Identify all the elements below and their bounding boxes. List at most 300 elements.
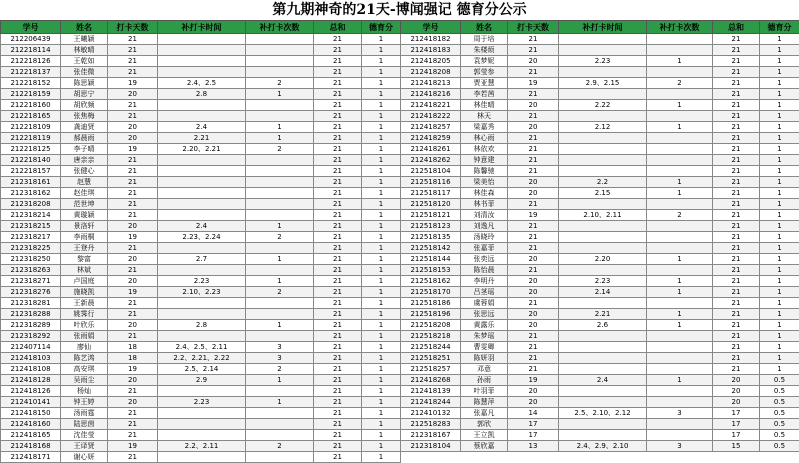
checkin-days-cell[interactable]: 20 — [108, 320, 158, 331]
student-id-cell[interactable]: 212318281 — [1, 298, 61, 309]
moral-score-cell[interactable]: 1 — [760, 210, 799, 221]
makeup-count-cell[interactable] — [647, 331, 713, 342]
moral-score-cell[interactable]: 1 — [362, 276, 401, 287]
moral-score-cell[interactable]: 1 — [760, 364, 799, 375]
checkin-days-cell[interactable]: 20 — [108, 397, 158, 408]
student-id-cell[interactable]: 212318292 — [1, 331, 61, 342]
makeup-dates-cell[interactable] — [559, 155, 647, 166]
checkin-days-cell[interactable]: 21 — [508, 166, 559, 177]
makeup-count-cell[interactable] — [246, 309, 314, 320]
total-cell[interactable]: 21 — [314, 386, 362, 397]
checkin-days-cell[interactable]: 21 — [508, 111, 559, 122]
name-cell[interactable]: 黄露乐 — [461, 320, 508, 331]
checkin-days-cell[interactable]: 21 — [108, 210, 158, 221]
makeup-dates-cell[interactable] — [559, 265, 647, 276]
moral-score-cell[interactable]: 1 — [760, 287, 799, 298]
makeup-dates-cell[interactable]: 2.9、2.15 — [559, 78, 647, 89]
header-makeup-dates[interactable]: 补打卡时间 — [158, 21, 246, 34]
student-id-cell[interactable]: 212418268 — [401, 375, 461, 386]
name-cell[interactable]: 钟意建 — [461, 155, 508, 166]
makeup-dates-cell[interactable] — [559, 111, 647, 122]
makeup-count-cell[interactable] — [246, 199, 314, 210]
name-cell[interactable]: 刘逸凡 — [461, 221, 508, 232]
total-cell[interactable]: 21 — [314, 342, 362, 353]
makeup-count-cell[interactable] — [647, 386, 713, 397]
name-cell[interactable]: 李明丹 — [461, 276, 508, 287]
name-cell[interactable]: 梁嘉秀 — [461, 122, 508, 133]
makeup-dates-cell[interactable]: 2.21 — [158, 133, 246, 144]
moral-score-cell[interactable]: 1 — [362, 452, 401, 463]
checkin-days-cell[interactable]: 21 — [108, 430, 158, 441]
makeup-count-cell[interactable]: 3 — [246, 342, 314, 353]
makeup-count-cell[interactable] — [647, 221, 713, 232]
checkin-days-cell[interactable]: 17 — [508, 430, 559, 441]
total-cell[interactable]: 17 — [713, 430, 760, 441]
name-cell[interactable]: 王曦颖 — [61, 34, 108, 45]
checkin-days-cell[interactable]: 21 — [508, 133, 559, 144]
makeup-dates-cell[interactable]: 2.4 — [158, 122, 246, 133]
total-cell[interactable]: 15 — [713, 441, 760, 452]
makeup-dates-cell[interactable] — [559, 232, 647, 243]
total-cell[interactable]: 21 — [713, 177, 760, 188]
total-cell[interactable]: 21 — [314, 210, 362, 221]
moral-score-cell[interactable]: 1 — [760, 122, 799, 133]
total-cell[interactable]: 21 — [713, 111, 760, 122]
student-id-cell[interactable]: 212518251 — [401, 353, 461, 364]
moral-score-cell[interactable]: 1 — [760, 111, 799, 122]
checkin-days-cell[interactable]: 20 — [508, 320, 559, 331]
makeup-count-cell[interactable] — [246, 419, 314, 430]
total-cell[interactable]: 21 — [314, 144, 362, 155]
moral-score-cell[interactable]: 1 — [362, 254, 401, 265]
moral-score-cell[interactable]: 1 — [760, 232, 799, 243]
checkin-days-cell[interactable]: 20 — [508, 177, 559, 188]
makeup-count-cell[interactable] — [246, 155, 314, 166]
makeup-dates-cell[interactable]: 2.12 — [559, 122, 647, 133]
makeup-count-cell[interactable]: 1 — [647, 287, 713, 298]
moral-score-cell[interactable]: 1 — [362, 56, 401, 67]
total-cell[interactable]: 21 — [713, 89, 760, 100]
makeup-count-cell[interactable]: 3 — [246, 353, 314, 364]
makeup-count-cell[interactable] — [246, 452, 314, 463]
makeup-dates-cell[interactable] — [559, 166, 647, 177]
makeup-dates-cell[interactable] — [158, 199, 246, 210]
checkin-days-cell[interactable]: 21 — [508, 243, 559, 254]
name-cell[interactable]: 陈怡晨 — [461, 265, 508, 276]
student-id-cell[interactable]: 212318288 — [1, 309, 61, 320]
moral-score-cell[interactable]: 1 — [760, 254, 799, 265]
makeup-count-cell[interactable] — [647, 155, 713, 166]
moral-score-cell[interactable]: 0.5 — [760, 386, 799, 397]
checkin-days-cell[interactable]: 18 — [108, 353, 158, 364]
makeup-count-cell[interactable]: 1 — [246, 375, 314, 386]
moral-score-cell[interactable]: 1 — [760, 342, 799, 353]
name-cell[interactable]: 黄璇颖 — [61, 210, 108, 221]
makeup-count-cell[interactable]: 3 — [647, 408, 713, 419]
name-cell[interactable]: 张嘉菲 — [461, 243, 508, 254]
name-cell[interactable]: 王立凯 — [461, 430, 508, 441]
name-cell[interactable]: 刘清汝 — [461, 210, 508, 221]
makeup-count-cell[interactable]: 2 — [246, 364, 314, 375]
makeup-dates-cell[interactable] — [559, 353, 647, 364]
moral-score-cell[interactable]: 1 — [760, 298, 799, 309]
total-cell[interactable]: 21 — [314, 452, 362, 463]
student-id-cell[interactable]: 212418262 — [401, 155, 461, 166]
name-cell[interactable]: 陈思颖 — [61, 78, 108, 89]
makeup-count-cell[interactable] — [246, 111, 314, 122]
total-cell[interactable]: 21 — [713, 353, 760, 364]
checkin-days-cell[interactable]: 21 — [108, 45, 158, 56]
name-cell[interactable]: 林斌 — [61, 265, 108, 276]
makeup-count-cell[interactable]: 1 — [647, 375, 713, 386]
makeup-dates-cell[interactable] — [559, 89, 647, 100]
moral-score-cell[interactable]: 1 — [760, 144, 799, 155]
checkin-days-cell[interactable]: 20 — [108, 89, 158, 100]
makeup-dates-cell[interactable] — [158, 408, 246, 419]
makeup-count-cell[interactable]: 1 — [647, 188, 713, 199]
checkin-days-cell[interactable]: 20 — [508, 397, 559, 408]
makeup-dates-cell[interactable] — [559, 331, 647, 342]
checkin-days-cell[interactable]: 20 — [108, 133, 158, 144]
name-cell[interactable]: 孙雨 — [461, 375, 508, 386]
name-cell[interactable]: 李子晴 — [61, 144, 108, 155]
makeup-count-cell[interactable] — [246, 177, 314, 188]
makeup-count-cell[interactable] — [647, 265, 713, 276]
student-id-cell[interactable]: 212418208 — [401, 67, 461, 78]
makeup-dates-cell[interactable] — [158, 34, 246, 45]
makeup-dates-cell[interactable]: 2.23、2.24 — [158, 232, 246, 243]
total-cell[interactable]: 21 — [314, 45, 362, 56]
name-cell[interactable]: 龚迪贤 — [61, 122, 108, 133]
name-cell[interactable]: 高安琪 — [61, 364, 108, 375]
student-id-cell[interactable]: 212418183 — [401, 45, 461, 56]
makeup-count-cell[interactable]: 1 — [246, 221, 314, 232]
moral-score-cell[interactable]: 1 — [760, 78, 799, 89]
moral-score-cell[interactable]: 1 — [362, 188, 401, 199]
total-cell[interactable]: 21 — [314, 166, 362, 177]
total-cell[interactable]: 21 — [314, 375, 362, 386]
moral-score-cell[interactable]: 1 — [362, 144, 401, 155]
makeup-dates-cell[interactable]: 2.4、2.9、2.10 — [559, 441, 647, 452]
student-id-cell[interactable]: 212318162 — [1, 188, 61, 199]
total-cell[interactable]: 21 — [713, 287, 760, 298]
checkin-days-cell[interactable]: 21 — [508, 45, 559, 56]
makeup-count-cell[interactable]: 1 — [647, 309, 713, 320]
moral-score-cell[interactable]: 1 — [362, 34, 401, 45]
makeup-count-cell[interactable] — [647, 111, 713, 122]
checkin-days-cell[interactable]: 21 — [508, 155, 559, 166]
total-cell[interactable]: 21 — [314, 89, 362, 100]
name-cell[interactable]: 王登丹 — [61, 243, 108, 254]
name-cell[interactable]: 王译贤 — [61, 441, 108, 452]
header-checkin-days[interactable]: 打卡天数 — [508, 21, 559, 34]
name-cell[interactable]: 朱楼烦 — [461, 45, 508, 56]
makeup-dates-cell[interactable] — [158, 155, 246, 166]
name-cell[interactable]: 袁梦妮 — [461, 56, 508, 67]
moral-score-cell[interactable]: 1 — [362, 353, 401, 364]
moral-score-cell[interactable]: 1 — [362, 309, 401, 320]
makeup-count-cell[interactable] — [246, 265, 314, 276]
student-id-cell[interactable]: 212518117 — [401, 188, 461, 199]
checkin-days-cell[interactable]: 21 — [108, 331, 158, 342]
moral-score-cell[interactable]: 0.5 — [760, 441, 799, 452]
makeup-dates-cell[interactable]: 2.4 — [158, 221, 246, 232]
makeup-dates-cell[interactable]: 2.23 — [559, 276, 647, 287]
student-id-cell[interactable]: 212518120 — [401, 199, 461, 210]
name-cell[interactable]: 梁美怡 — [461, 177, 508, 188]
checkin-days-cell[interactable]: 21 — [108, 199, 158, 210]
makeup-dates-cell[interactable] — [158, 386, 246, 397]
total-cell[interactable]: 21 — [314, 78, 362, 89]
moral-score-cell[interactable]: 1 — [362, 210, 401, 221]
makeup-count-cell[interactable] — [246, 210, 314, 221]
total-cell[interactable]: 21 — [314, 100, 362, 111]
name-cell[interactable]: 李雨桐 — [61, 232, 108, 243]
total-cell[interactable]: 21 — [314, 133, 362, 144]
makeup-count-cell[interactable]: 1 — [647, 276, 713, 287]
total-cell[interactable]: 21 — [314, 221, 362, 232]
name-cell[interactable]: 郝晨雨 — [61, 133, 108, 144]
name-cell[interactable]: 王乾如 — [61, 56, 108, 67]
makeup-dates-cell[interactable]: 2.15 — [559, 188, 647, 199]
checkin-days-cell[interactable]: 19 — [508, 78, 559, 89]
name-cell[interactable]: 蔡欣嘉 — [461, 441, 508, 452]
student-id-cell[interactable]: 212418222 — [401, 111, 461, 122]
makeup-count-cell[interactable] — [647, 199, 713, 210]
total-cell[interactable]: 21 — [314, 320, 362, 331]
checkin-days-cell[interactable]: 21 — [508, 221, 559, 232]
total-cell[interactable]: 20 — [713, 386, 760, 397]
makeup-dates-cell[interactable]: 2.2、2.21、2.22 — [158, 353, 246, 364]
makeup-count-cell[interactable]: 2 — [647, 210, 713, 221]
moral-score-cell[interactable]: 1 — [760, 155, 799, 166]
total-cell[interactable]: 21 — [713, 45, 760, 56]
moral-score-cell[interactable]: 1 — [760, 188, 799, 199]
total-cell[interactable]: 21 — [314, 111, 362, 122]
name-cell[interactable]: 林天 — [461, 111, 508, 122]
total-cell[interactable]: 21 — [713, 199, 760, 210]
makeup-dates-cell[interactable]: 2.10、2.11 — [559, 210, 647, 221]
student-id-cell[interactable]: 212518104 — [401, 166, 461, 177]
name-cell[interactable]: 沈佳莹 — [61, 430, 108, 441]
student-id-cell[interactable]: 212318225 — [1, 243, 61, 254]
total-cell[interactable]: 21 — [713, 221, 760, 232]
student-id-cell[interactable]: 212518218 — [401, 331, 461, 342]
checkin-days-cell[interactable]: 21 — [108, 419, 158, 430]
student-id-cell[interactable]: 212418126 — [1, 386, 61, 397]
name-cell[interactable]: 施晓凯 — [61, 287, 108, 298]
total-cell[interactable]: 21 — [713, 133, 760, 144]
makeup-dates-cell[interactable]: 2.5、2.10、2.12 — [559, 408, 647, 419]
makeup-dates-cell[interactable]: 2.23 — [559, 56, 647, 67]
name-cell[interactable]: 张思远 — [461, 309, 508, 320]
total-cell[interactable]: 21 — [314, 309, 362, 320]
student-id-cell[interactable]: 212318215 — [1, 221, 61, 232]
header-moral-score[interactable]: 德育分 — [760, 21, 799, 34]
total-cell[interactable]: 21 — [314, 177, 362, 188]
makeup-count-cell[interactable] — [246, 331, 314, 342]
makeup-count-cell[interactable] — [246, 100, 314, 111]
student-id-cell[interactable]: 212418139 — [401, 386, 461, 397]
moral-score-cell[interactable]: 1 — [362, 331, 401, 342]
makeup-count-cell[interactable] — [647, 166, 713, 177]
name-cell[interactable]: 范世坤 — [61, 199, 108, 210]
name-cell[interactable]: 陈馨驰 — [461, 166, 508, 177]
makeup-count-cell[interactable]: 1 — [246, 89, 314, 100]
total-cell[interactable]: 21 — [314, 408, 362, 419]
moral-score-cell[interactable]: 1 — [760, 221, 799, 232]
moral-score-cell[interactable]: 0.5 — [760, 397, 799, 408]
moral-score-cell[interactable]: 1 — [760, 67, 799, 78]
total-cell[interactable]: 21 — [713, 210, 760, 221]
checkin-days-cell[interactable]: 21 — [108, 243, 158, 254]
name-cell[interactable]: 钟王婷 — [61, 397, 108, 408]
checkin-days-cell[interactable]: 20 — [108, 254, 158, 265]
name-cell[interactable]: 汤雨霆 — [61, 408, 108, 419]
moral-score-cell[interactable]: 0.5 — [760, 419, 799, 430]
moral-score-cell[interactable]: 1 — [362, 111, 401, 122]
makeup-dates-cell[interactable]: 2.4、2.5、2.11 — [158, 342, 246, 353]
makeup-count-cell[interactable]: 3 — [647, 441, 713, 452]
makeup-dates-cell[interactable] — [559, 243, 647, 254]
makeup-dates-cell[interactable] — [158, 243, 246, 254]
student-id-cell[interactable]: 212418168 — [1, 441, 61, 452]
student-id-cell[interactable]: 212418244 — [401, 397, 461, 408]
moral-score-cell[interactable]: 1 — [760, 309, 799, 320]
makeup-dates-cell[interactable] — [158, 188, 246, 199]
checkin-days-cell[interactable]: 20 — [108, 221, 158, 232]
total-cell[interactable]: 20 — [713, 397, 760, 408]
student-id-cell[interactable]: 212218126 — [1, 56, 61, 67]
checkin-days-cell[interactable]: 19 — [108, 287, 158, 298]
total-cell[interactable]: 21 — [713, 166, 760, 177]
name-cell[interactable]: 张嘉凡 — [461, 408, 508, 419]
moral-score-cell[interactable]: 1 — [362, 45, 401, 56]
makeup-dates-cell[interactable] — [559, 45, 647, 56]
makeup-dates-cell[interactable]: 2.20、2.21 — [158, 144, 246, 155]
makeup-dates-cell[interactable] — [559, 67, 647, 78]
total-cell[interactable]: 21 — [713, 243, 760, 254]
name-cell[interactable]: 叶羽菲 — [461, 386, 508, 397]
checkin-days-cell[interactable]: 21 — [108, 408, 158, 419]
student-id-cell[interactable]: 212218152 — [1, 78, 61, 89]
makeup-count-cell[interactable] — [647, 243, 713, 254]
name-cell[interactable]: 林敏晴 — [61, 45, 108, 56]
checkin-days-cell[interactable]: 19 — [108, 232, 158, 243]
moral-score-cell[interactable]: 1 — [362, 221, 401, 232]
name-cell[interactable]: 赵佳琪 — [61, 188, 108, 199]
student-id-cell[interactable]: 212518208 — [401, 320, 461, 331]
makeup-count-cell[interactable] — [647, 397, 713, 408]
checkin-days-cell[interactable]: 19 — [108, 144, 158, 155]
student-id-cell[interactable]: 212418108 — [1, 364, 61, 375]
student-id-cell[interactable]: 212518142 — [401, 243, 461, 254]
total-cell[interactable]: 21 — [314, 287, 362, 298]
checkin-days-cell[interactable]: 20 — [508, 122, 559, 133]
student-id-cell[interactable]: 212418128 — [1, 375, 61, 386]
moral-score-cell[interactable]: 0.5 — [760, 430, 799, 441]
checkin-days-cell[interactable]: 20 — [508, 188, 559, 199]
name-cell[interactable]: 邓意 — [461, 364, 508, 375]
name-cell[interactable]: 郭欣 — [461, 419, 508, 430]
total-cell[interactable]: 21 — [713, 331, 760, 342]
moral-score-cell[interactable]: 1 — [362, 397, 401, 408]
makeup-count-cell[interactable]: 1 — [647, 254, 713, 265]
moral-score-cell[interactable]: 1 — [760, 331, 799, 342]
makeup-dates-cell[interactable]: 2.22 — [559, 100, 647, 111]
student-id-cell[interactable]: 212418259 — [401, 133, 461, 144]
checkin-days-cell[interactable]: 20 — [108, 122, 158, 133]
makeup-dates-cell[interactable] — [158, 331, 246, 342]
checkin-days-cell[interactable]: 17 — [508, 419, 559, 430]
student-id-cell[interactable]: 212518153 — [401, 265, 461, 276]
makeup-count-cell[interactable] — [647, 45, 713, 56]
makeup-dates-cell[interactable] — [158, 111, 246, 122]
makeup-dates-cell[interactable] — [559, 397, 647, 408]
name-cell[interactable]: 姚霁行 — [61, 309, 108, 320]
makeup-count-cell[interactable]: 1 — [647, 56, 713, 67]
student-id-cell[interactable]: 212418182 — [401, 34, 461, 45]
name-cell[interactable]: 谢心妍 — [61, 452, 108, 463]
student-id-cell[interactable]: 212218137 — [1, 67, 61, 78]
name-cell[interactable]: 林书菲 — [461, 199, 508, 210]
name-cell[interactable]: 叶欣乐 — [61, 320, 108, 331]
makeup-dates-cell[interactable]: 2.4 — [559, 375, 647, 386]
name-cell[interactable]: 林佳晴 — [461, 100, 508, 111]
name-cell[interactable]: 廖仙 — [61, 342, 108, 353]
total-cell[interactable]: 21 — [314, 34, 362, 45]
name-cell[interactable]: 陈艺鸿 — [61, 353, 108, 364]
student-id-cell[interactable]: 212218157 — [1, 166, 61, 177]
moral-score-cell[interactable]: 1 — [362, 133, 401, 144]
checkin-days-cell[interactable]: 21 — [508, 199, 559, 210]
student-id-cell[interactable]: 212318167 — [401, 430, 461, 441]
student-id-cell[interactable]: 212518186 — [401, 298, 461, 309]
moral-score-cell[interactable]: 1 — [362, 232, 401, 243]
name-cell[interactable]: 胡思宁 — [61, 89, 108, 100]
student-id-cell[interactable]: 212418213 — [401, 78, 461, 89]
moral-score-cell[interactable]: 1 — [362, 89, 401, 100]
total-cell[interactable]: 21 — [314, 155, 362, 166]
makeup-dates-cell[interactable] — [559, 133, 647, 144]
name-cell[interactable]: 林依欢 — [461, 144, 508, 155]
total-cell[interactable]: 17 — [713, 408, 760, 419]
makeup-dates-cell[interactable] — [158, 309, 246, 320]
student-id-cell[interactable]: 212218119 — [1, 133, 61, 144]
makeup-dates-cell[interactable] — [158, 67, 246, 78]
student-id-cell[interactable]: 212218160 — [1, 100, 61, 111]
student-id-cell[interactable]: 212218140 — [1, 155, 61, 166]
moral-score-cell[interactable]: 1 — [362, 287, 401, 298]
total-cell[interactable]: 21 — [314, 265, 362, 276]
total-cell[interactable]: 21 — [314, 397, 362, 408]
student-id-cell[interactable]: 212418257 — [401, 122, 461, 133]
makeup-count-cell[interactable] — [246, 430, 314, 441]
total-cell[interactable]: 21 — [314, 276, 362, 287]
name-cell[interactable]: 胡欣频 — [61, 100, 108, 111]
moral-score-cell[interactable]: 1 — [362, 122, 401, 133]
moral-score-cell[interactable]: 1 — [362, 199, 401, 210]
student-id-cell[interactable]: 212407114 — [1, 342, 61, 353]
total-cell[interactable]: 21 — [314, 122, 362, 133]
moral-score-cell[interactable]: 1 — [760, 353, 799, 364]
makeup-count-cell[interactable] — [647, 342, 713, 353]
checkin-days-cell[interactable]: 21 — [108, 188, 158, 199]
makeup-count-cell[interactable] — [246, 298, 314, 309]
name-cell[interactable]: 景洛轩 — [61, 221, 108, 232]
checkin-days-cell[interactable]: 21 — [508, 331, 559, 342]
moral-score-cell[interactable]: 0.5 — [760, 408, 799, 419]
